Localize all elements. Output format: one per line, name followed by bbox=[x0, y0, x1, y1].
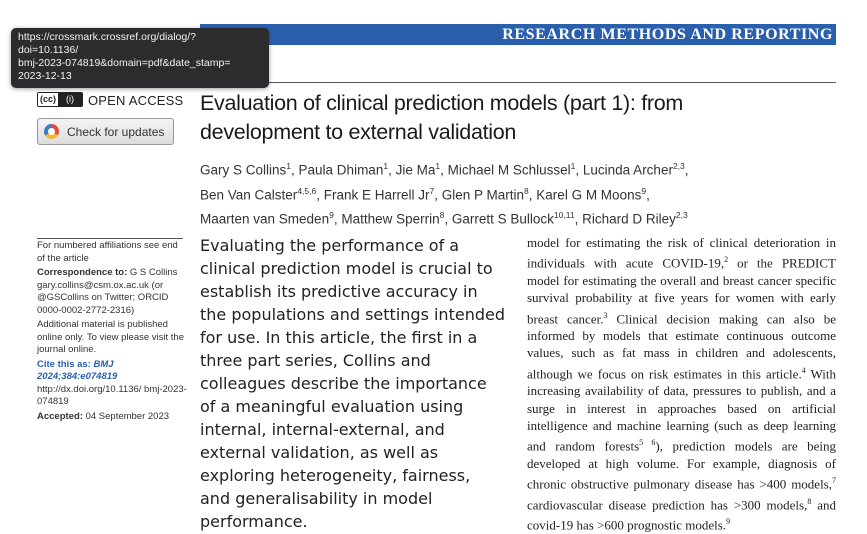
author-affiliation: 8 bbox=[524, 185, 529, 196]
doi-link[interactable]: http://dx.doi.org/10.1136/ bmj-2023-074819 bbox=[37, 383, 187, 407]
cc-icon: (cc) bbox=[39, 94, 56, 104]
author-affiliation: 10,11 bbox=[553, 210, 575, 220]
section-title: RESEARCH METHODS AND REPORTING bbox=[502, 26, 833, 43]
reference-marker[interactable]: 2 bbox=[724, 255, 729, 265]
accepted-date bbox=[37, 411, 187, 424]
affiliations-note: For numbered affiliations see end of the article bbox=[37, 240, 178, 264]
cc-license-badge[interactable] bbox=[37, 92, 83, 107]
article-sidebar bbox=[37, 240, 187, 425]
author-name: Michael M Schlussel bbox=[447, 162, 571, 178]
correspondence-details[interactable]: G S Collins gary.collins@csm.ox.ac.uk (or @GSCollins on Twitter; ORCID 0000-0002-2772-2316) bbox=[37, 267, 178, 316]
body-text-column bbox=[527, 234, 837, 533]
check-for-updates-label: Check for updates bbox=[67, 124, 165, 139]
attribution-icon: (i) bbox=[58, 93, 82, 106]
body-text: model for estimating the risk of clinical deterioration in individuals with acute COVID-19, bbox=[527, 235, 836, 271]
author-affiliation: 4,5,6 bbox=[297, 185, 317, 196]
crossmark-icon bbox=[44, 124, 59, 139]
author-name: Frank E Harrell Jr bbox=[323, 187, 430, 202]
author-name: Maarten van Smeden bbox=[200, 211, 330, 227]
author-list: Gary S Collins$^1$, Paula Dhiman$^1$, Jie Ma$^1$, Michael M Schlussel$^1$, Lucinda Archer$^{2,3}$, Ben Van Calster$^{4,5,6}$, Frank E Harrell Jr$^7$, Glen P Martin$^8$, Karel G M Moons$^9$, Maarten van Smeden$^9$, Matthew Sperrin$^8$, Garrett S Bullock$^{10,11}$, Richard D Riley$^{2,3}$ bbox=[200, 161, 689, 227]
author-affiliation: 1 bbox=[435, 161, 441, 171]
author-name: Garrett S Bullock bbox=[451, 211, 554, 227]
author-name: Jie Ma bbox=[395, 162, 436, 178]
cite-reference: BMJ 2024;384:e074819 bbox=[37, 358, 118, 382]
author-affiliation: 1 bbox=[286, 161, 292, 171]
author-affiliation: 1 bbox=[383, 161, 389, 171]
author-name: Karel G M Moons bbox=[536, 187, 642, 202]
body-text: or the PREDICT model for estimating the overall and breast cancer specific survival probability at five years for women with early breast cancer. bbox=[527, 255, 836, 326]
crossmark-url-tooltip: https://crossmark.crossref.org/dialog/? doi=10.1136/ bmj-2023-074819&domain=pdf&date_stamp= 2023-12-13 bbox=[11, 28, 269, 88]
body-text: With increasing availability of data, pressures to publish, and a surge in interest in approaches based on artificial intelligence and machine learning (such as deep learning and random forests bbox=[527, 366, 836, 454]
author-affiliation: 2,3 bbox=[675, 210, 688, 220]
author-name: Gary S Collins bbox=[200, 162, 287, 178]
correspondence-label: Correspondence to: bbox=[37, 267, 128, 278]
reference-marker[interactable]: 7 bbox=[832, 476, 836, 486]
standfirst-abstract: Evaluating the performance of a clinical prediction model is crucial to establish its predictive accuracy in the populations and settings intended for use. In this article, the first in a three part series, Collins and colleagues describe the importance of a meaningful evaluation using internal, internal-external, and external validation, as well as exploring heterogeneity, fairness, and generalisability in model performance. bbox=[200, 236, 505, 531]
accepted-value: 04 September 2023 bbox=[85, 410, 170, 422]
author-affiliation: 9 bbox=[329, 210, 334, 220]
author-affiliation: 1 bbox=[570, 161, 576, 171]
correspondence bbox=[37, 267, 187, 317]
reference-marker[interactable]: 4 bbox=[801, 365, 806, 375]
reference-marker[interactable]: 8 bbox=[807, 496, 812, 506]
article-title: Evaluation of clinical prediction models (part 1): from development to external validation bbox=[200, 91, 683, 144]
reference-marker[interactable]: 9 bbox=[726, 517, 731, 527]
author-name: Matthew Sperrin bbox=[341, 211, 440, 227]
check-for-updates-button[interactable] bbox=[37, 118, 174, 145]
body-text: ), prediction models are being developed at high volume. For example, diagnosis of chronic obstructive pulmonary disease has >400 models, bbox=[527, 438, 837, 492]
additional-material-note: Additional material is published online only. To view please visit the journal online. bbox=[37, 319, 184, 355]
body-text: and covid-19 has >600 prognostic models. bbox=[527, 497, 836, 533]
author-name: Lucinda Archer bbox=[582, 162, 673, 178]
reference-marker[interactable]: 3 bbox=[603, 310, 608, 320]
author-affiliation: 9 bbox=[641, 185, 647, 196]
body-text: Clinical decision making can also be informed by models that estimate continuous outcome values, such as fat mass in children and adolescents, although we focus on risk estimates in this article. bbox=[527, 310, 836, 382]
author-name: Richard D Riley bbox=[582, 211, 676, 227]
body-text: cardiovascular disease prediction has >300 models, bbox=[527, 497, 808, 513]
author-name: Ben Van Calster bbox=[200, 187, 298, 202]
header-divider bbox=[200, 82, 836, 83]
reference-marker[interactable]: 5 6 bbox=[639, 438, 656, 448]
author-affiliation: 8 bbox=[439, 210, 445, 220]
author-affiliation: 2,3 bbox=[672, 161, 685, 171]
author-affiliation: 7 bbox=[429, 185, 435, 196]
author-name: Glen P Martin bbox=[441, 187, 525, 202]
open-access-label: OPEN ACCESS bbox=[88, 93, 184, 108]
cite-label: Cite this as: bbox=[37, 358, 91, 370]
citation bbox=[37, 359, 187, 409]
sidebar-divider bbox=[37, 238, 183, 239]
accepted-label: Accepted: bbox=[37, 410, 83, 422]
author-name: Paula Dhiman bbox=[298, 162, 384, 178]
